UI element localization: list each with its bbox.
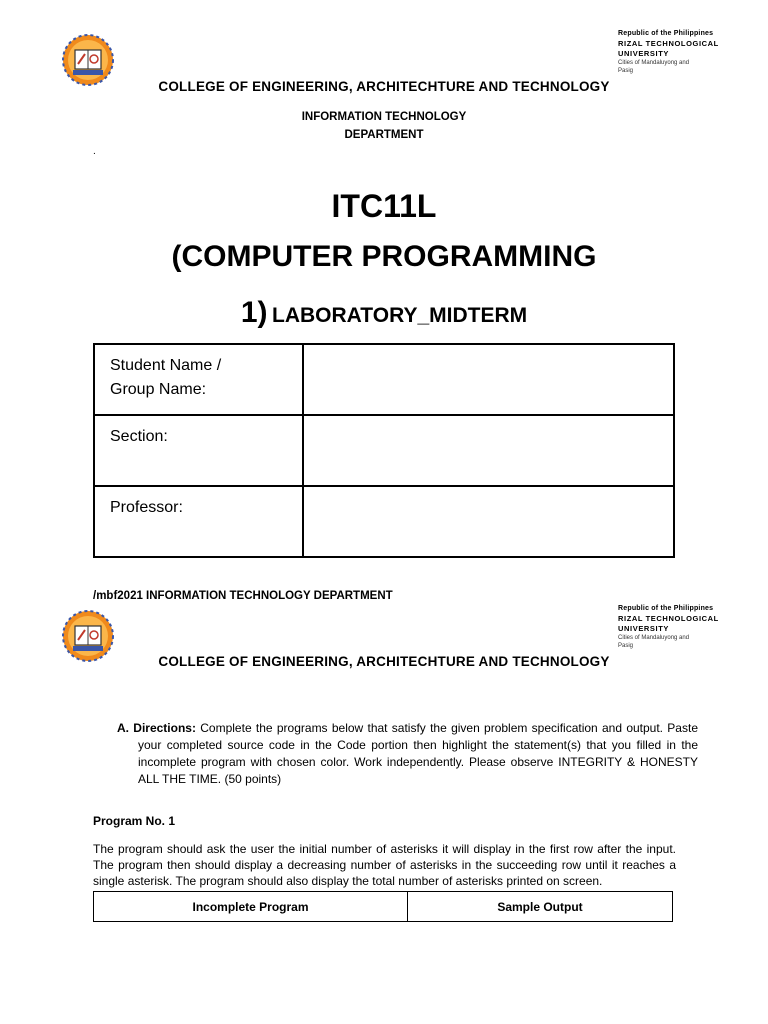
university-block bbox=[618, 604, 719, 650]
student-name-label-line1: Student Name / bbox=[110, 357, 222, 374]
student-name-label-line2: Group Name: bbox=[110, 381, 207, 398]
section-label: Section: bbox=[110, 428, 168, 445]
course-title: (COMPUTER PROGRAMMING bbox=[171, 240, 597, 273]
professor-label-cell bbox=[94, 486, 303, 557]
student-name-label bbox=[96, 346, 301, 402]
cities-line1: Cities of Mandaluyong and bbox=[618, 635, 690, 641]
section-row bbox=[94, 415, 674, 486]
stray-dot: . bbox=[93, 146, 96, 157]
incomplete-program-header: Incomplete Program bbox=[94, 892, 408, 922]
republic-text: Republic of the Philippines bbox=[618, 605, 714, 612]
republic-text: Republic of the Philippines bbox=[618, 30, 714, 37]
university-name-line1: RIZAL TECHNOLOGICAL bbox=[618, 614, 719, 623]
program-title: Program No. 1 bbox=[93, 814, 176, 828]
professor-row bbox=[94, 486, 674, 557]
program-table bbox=[93, 891, 673, 922]
university-block bbox=[618, 29, 719, 75]
professor-label: Professor: bbox=[110, 499, 183, 516]
exam-title bbox=[0, 296, 768, 330]
cities-line2: Pasig bbox=[618, 643, 634, 649]
student-name-row bbox=[94, 344, 674, 415]
student-name-value-cell[interactable] bbox=[303, 344, 674, 415]
student-info-table bbox=[93, 343, 675, 558]
directions-text: Complete the programs below that satisfy the given problem specification and output. Paste your completed source code in the Code portion then highlight the statement(s) that you filled in the incomplete program with chosen color. Work independently. Please observe INTEGRITY & HONESTY ALL THE TIME. (50 points) bbox=[138, 721, 698, 786]
department-line1: INFORMATION TECHNOLOGY bbox=[301, 111, 467, 123]
exam-title-text: LABORATORY_MIDTERM bbox=[272, 304, 528, 327]
directions-paragraph bbox=[117, 720, 698, 788]
directions-label: A. Directions: bbox=[117, 721, 196, 735]
professor-value-cell[interactable] bbox=[303, 486, 674, 557]
department-name bbox=[0, 108, 768, 144]
university-name-line1: RIZAL TECHNOLOGICAL bbox=[618, 39, 719, 48]
university-name-line2: UNIVERSITY bbox=[618, 624, 670, 633]
cities-line2: Pasig bbox=[618, 68, 634, 74]
sample-output-header: Sample Output bbox=[408, 892, 673, 922]
program-table-header bbox=[94, 892, 673, 922]
course-code: ITC11L bbox=[331, 188, 437, 224]
page-footer: /mbf2021 INFORMATION TECHNOLOGY DEPARTMENT bbox=[93, 590, 393, 602]
section-value-cell[interactable] bbox=[303, 415, 674, 486]
college-name: COLLEGE OF ENGINEERING, ARCHITECHTURE AND TECHNOLOGY bbox=[158, 654, 610, 669]
college-name: COLLEGE OF ENGINEERING, ARCHITECHTURE AND TECHNOLOGY bbox=[158, 79, 610, 94]
exam-title-number: 1) bbox=[240, 296, 268, 329]
university-name-line2: UNIVERSITY bbox=[618, 49, 670, 58]
program-description: The program should ask the user the initial number of asterisks it will display in the first row after the input. The program then should display a decreasing number of asterisks in the succeeding row until it reaches a single asterisk. The program should also display the total number of asterisks printed on screen. bbox=[93, 842, 676, 888]
student-name-label-cell bbox=[94, 344, 303, 415]
department-line2: DEPARTMENT bbox=[344, 129, 424, 141]
section-label-cell bbox=[94, 415, 303, 486]
cities-line1: Cities of Mandaluyong and bbox=[618, 60, 690, 66]
